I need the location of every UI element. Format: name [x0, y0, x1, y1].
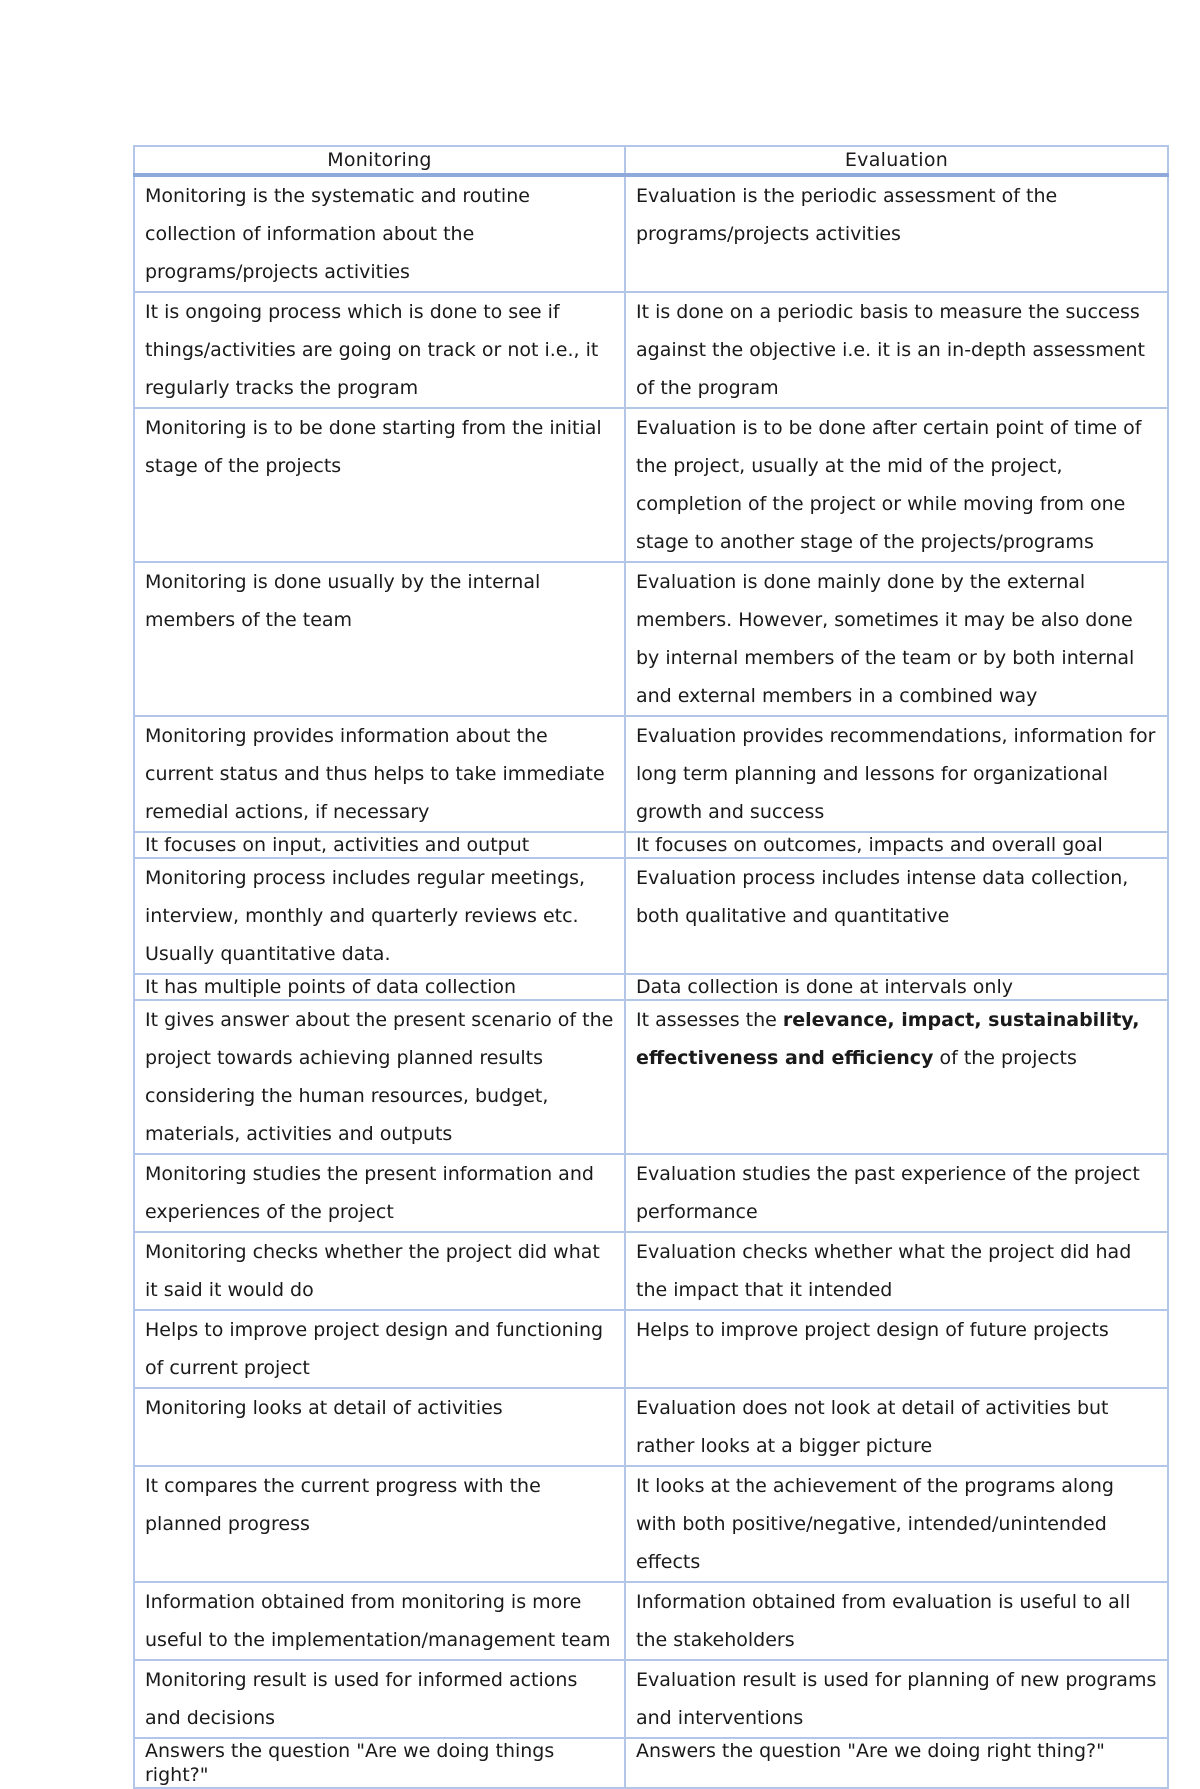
evaluation-cell: Evaluation provides recommendations, information for long term planning and lessons for organizational growth and success: [625, 716, 1168, 832]
monitoring-cell: It focuses on input, activities and output: [134, 832, 625, 858]
evaluation-cell: Answers the question "Are we doing right thing?": [625, 1738, 1168, 1788]
monitoring-cell: Monitoring is the systematic and routine collection of information about the programs/projects activities: [134, 175, 625, 292]
monitoring-cell: It is ongoing process which is done to see if things/activities are going on track or not i.e., it regularly tracks the program: [134, 292, 625, 408]
evaluation-cell: [625, 1000, 1168, 1154]
evaluation-cell: Evaluation is the periodic assessment of the programs/projects activities: [625, 175, 1168, 292]
table-row: [134, 1154, 1168, 1232]
table-row: [134, 292, 1168, 408]
table-row: [134, 716, 1168, 832]
monitoring-cell: It has multiple points of data collection: [134, 974, 625, 1000]
evaluation-cell: Evaluation is to be done after certain point of time of the project, usually at the mid of the project, completion of the project or while moving from one stage to another stage of the projects/programs: [625, 408, 1168, 562]
monitoring-cell: Monitoring is to be done starting from the initial stage of the projects: [134, 408, 625, 562]
monitoring-cell: It compares the current progress with the planned progress: [134, 1466, 625, 1582]
monitoring-cell: Helps to improve project design and functioning of current project: [134, 1310, 625, 1388]
evaluation-cell: Evaluation studies the past experience of the project performance: [625, 1154, 1168, 1232]
monitoring-cell: Monitoring studies the present information and experiences of the project: [134, 1154, 625, 1232]
table-row: [134, 858, 1168, 974]
evaluation-cell: Helps to improve project design of future projects: [625, 1310, 1168, 1388]
evaluation-cell: It looks at the achievement of the programs along with both positive/negative, intended/unintended effects: [625, 1466, 1168, 1582]
monitoring-cell: Monitoring provides information about the current status and thus helps to take immediate remedial actions, if necessary: [134, 716, 625, 832]
evaluation-cell: Data collection is done at intervals only: [625, 974, 1168, 1000]
evaluation-cell: Evaluation does not look at detail of activities but rather looks at a bigger picture: [625, 1388, 1168, 1466]
evaluation-cell: Evaluation result is used for planning of new programs and interventions: [625, 1660, 1168, 1738]
table-row: [134, 1660, 1168, 1738]
column-header-evaluation: Evaluation: [625, 146, 1168, 175]
evaluation-cell: Evaluation checks whether what the project did had the impact that it intended: [625, 1232, 1168, 1310]
table-row: [134, 1310, 1168, 1388]
table-row: [134, 832, 1168, 858]
table-row: [134, 408, 1168, 562]
evaluation-text-suffix: of the projects: [933, 1047, 1077, 1069]
evaluation-cell: Information obtained from evaluation is useful to all the stakeholders: [625, 1582, 1168, 1660]
monitoring-cell: It gives answer about the present scenario of the project towards achieving planned results considering the human resources, budget, materials, activities and outputs: [134, 1000, 625, 1154]
table-row: [134, 1582, 1168, 1660]
table-row: [134, 562, 1168, 716]
comparison-table: [133, 145, 1169, 1789]
table-row: [134, 175, 1168, 292]
evaluation-cell: It focuses on outcomes, impacts and overall goal: [625, 832, 1168, 858]
monitoring-cell: Monitoring process includes regular meetings, interview, monthly and quarterly reviews etc. Usually quantitative data.: [134, 858, 625, 974]
monitoring-cell: Information obtained from monitoring is more useful to the implementation/management team: [134, 1582, 625, 1660]
monitoring-cell: Monitoring checks whether the project did what it said it would do: [134, 1232, 625, 1310]
column-header-monitoring: Monitoring: [134, 146, 625, 175]
header-row: [134, 146, 1168, 175]
table-row: [134, 1000, 1168, 1154]
monitoring-cell: Monitoring is done usually by the internal members of the team: [134, 562, 625, 716]
evaluation-cell: Evaluation process includes intense data collection, both qualitative and quantitative: [625, 858, 1168, 974]
evaluation-cell: Evaluation is done mainly done by the external members. However, sometimes it may be also done by internal members of the team or by both internal and external members in a combined way: [625, 562, 1168, 716]
monitoring-cell: Answers the question "Are we doing things right?": [134, 1738, 625, 1788]
evaluation-criteria-bold: relevance, impact, sustainability, effectiveness and efficiency: [636, 1009, 1140, 1069]
monitoring-cell: Monitoring result is used for informed actions and decisions: [134, 1660, 625, 1738]
evaluation-text-prefix: It assesses the: [636, 1009, 783, 1031]
table-row: [134, 1232, 1168, 1310]
table-row: [134, 1738, 1168, 1788]
table-row: [134, 974, 1168, 1000]
table-row: [134, 1466, 1168, 1582]
evaluation-cell: It is done on a periodic basis to measure the success against the objective i.e. it is an in-depth assessment of the program: [625, 292, 1168, 408]
monitoring-cell: Monitoring looks at detail of activities: [134, 1388, 625, 1466]
table-row: [134, 1388, 1168, 1466]
